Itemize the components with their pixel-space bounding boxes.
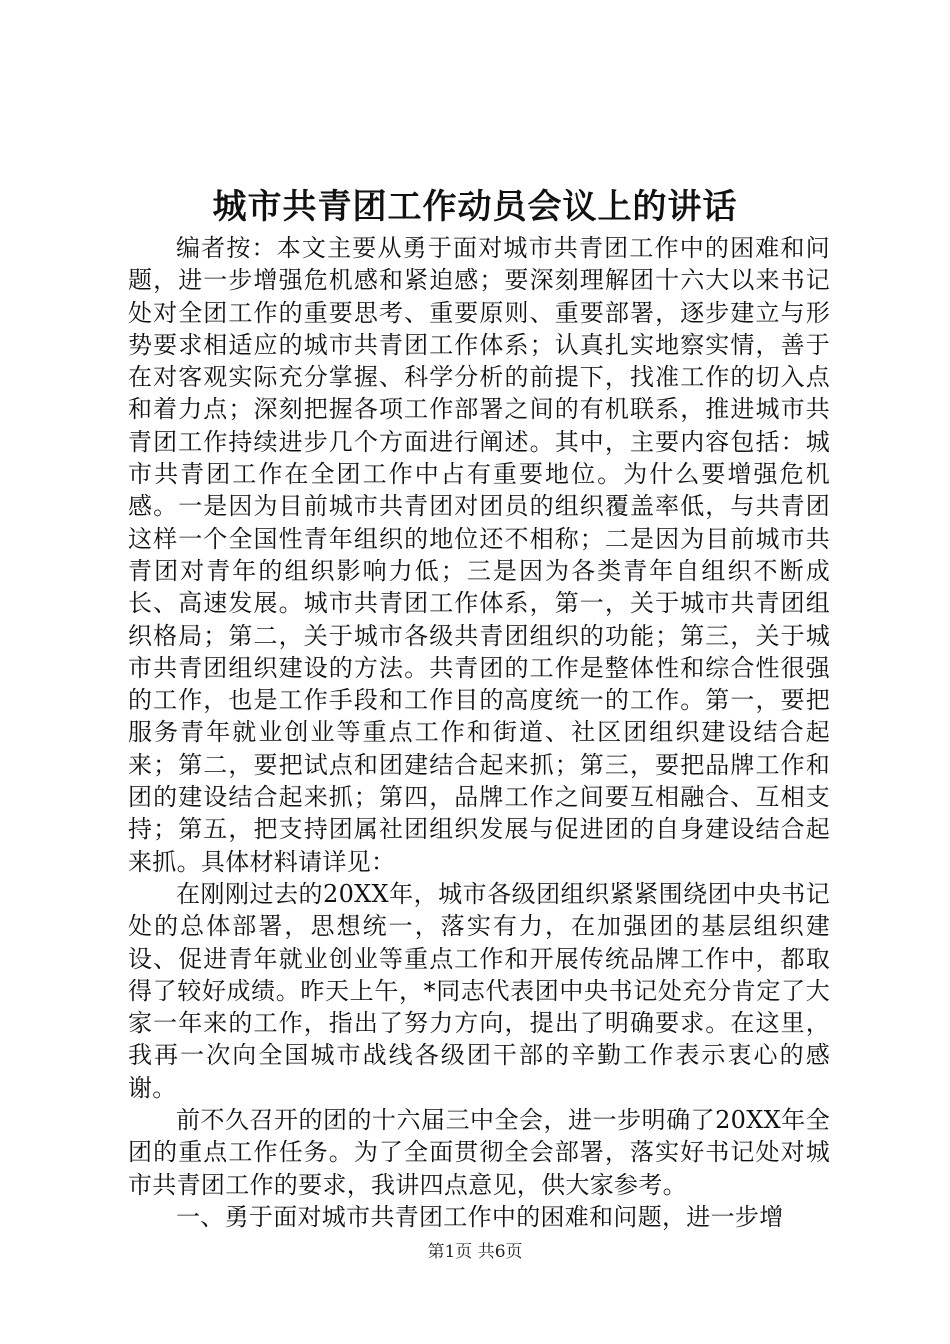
paragraph-intro: 前不久召开的团的十六届三中全会，进一步明确了20XX年全团的重点工作任务。为了全面贯彻全会部署，落实好书记处对城市共青团工作的要求，我讲四点意见，供大家参考。: [128, 1106, 830, 1199]
paragraph-review: 在刚刚过去的20XX年，城市各级团组织紧紧围绕团中央书记处的总体部署，思想统一，落实有力，在加强团的基层组织建设、促进青年就业创业等重点工作和开展传统品牌工作中，都取得了较好成绩。昨天上午，*同志代表团中央书记处充分肯定了大家一年来的工作，指出了努力方向，提出了明确要求。在这里，我再一次向全国城市战线各级团干部的辛勤工作表示衷心的感谢。: [128, 879, 830, 1102]
document-body: [128, 232, 830, 1233]
page-footer: 第1页 共6页: [427, 1242, 523, 1262]
document-title: 城市共青团工作动员会议上的讲话: [212, 187, 738, 227]
paragraph-editor-note: 编者按：本文主要从勇于面对城市共青团工作中的困难和问题，进一步增强危机感和紧迫感；要深刻理解团十六大以来书记处对全团工作的重要思考、重要原则、重要部署，逐步建立与形势要求相适应的城市共青团工作体系；认真扎实地察实情，善于在对客观实际充分掌握、科学分析的前提下，找准工作的切入点和着力点；深刻把握各项工作部署之间的有机联系，推进城市共青团工作持续进步几个方面进行阐述。其中，主要内容包括：城市共青团工作在全团工作中占有重要地位。为什么要增强危机感。一是因为目前城市共青团对团员的组织覆盖率低，与共青团这样一个全国性青年组织的地位还不相称；二是因为目前城市共青团对青年的组织影响力低；三是因为各类青年自组织不断成长、高速发展。城市共青团工作体系，第一，关于城市共青团组织格局；第二，关于城市各级共青团组织的功能；第三，关于城市共青团组织建设的方法。共青团的工作是整体性和综合性很强的工作，也是工作手段和工作目的高度统一的工作。第一，要把服务青年就业创业等重点工作和街道、社区团组织建设结合起来；第二，要把试点和团建结合起来抓；第三，要把品牌工作和团的建设结合起来抓；第四，品牌工作之间要互相融合、互相支持；第五，把支持团属社团组织发展与促进团的自身建设结合起来抓。具体材料请详见：: [128, 234, 830, 876]
paragraph-section-one: 一、勇于面对城市共青团工作中的困难和问题，进一步增: [176, 1202, 784, 1231]
